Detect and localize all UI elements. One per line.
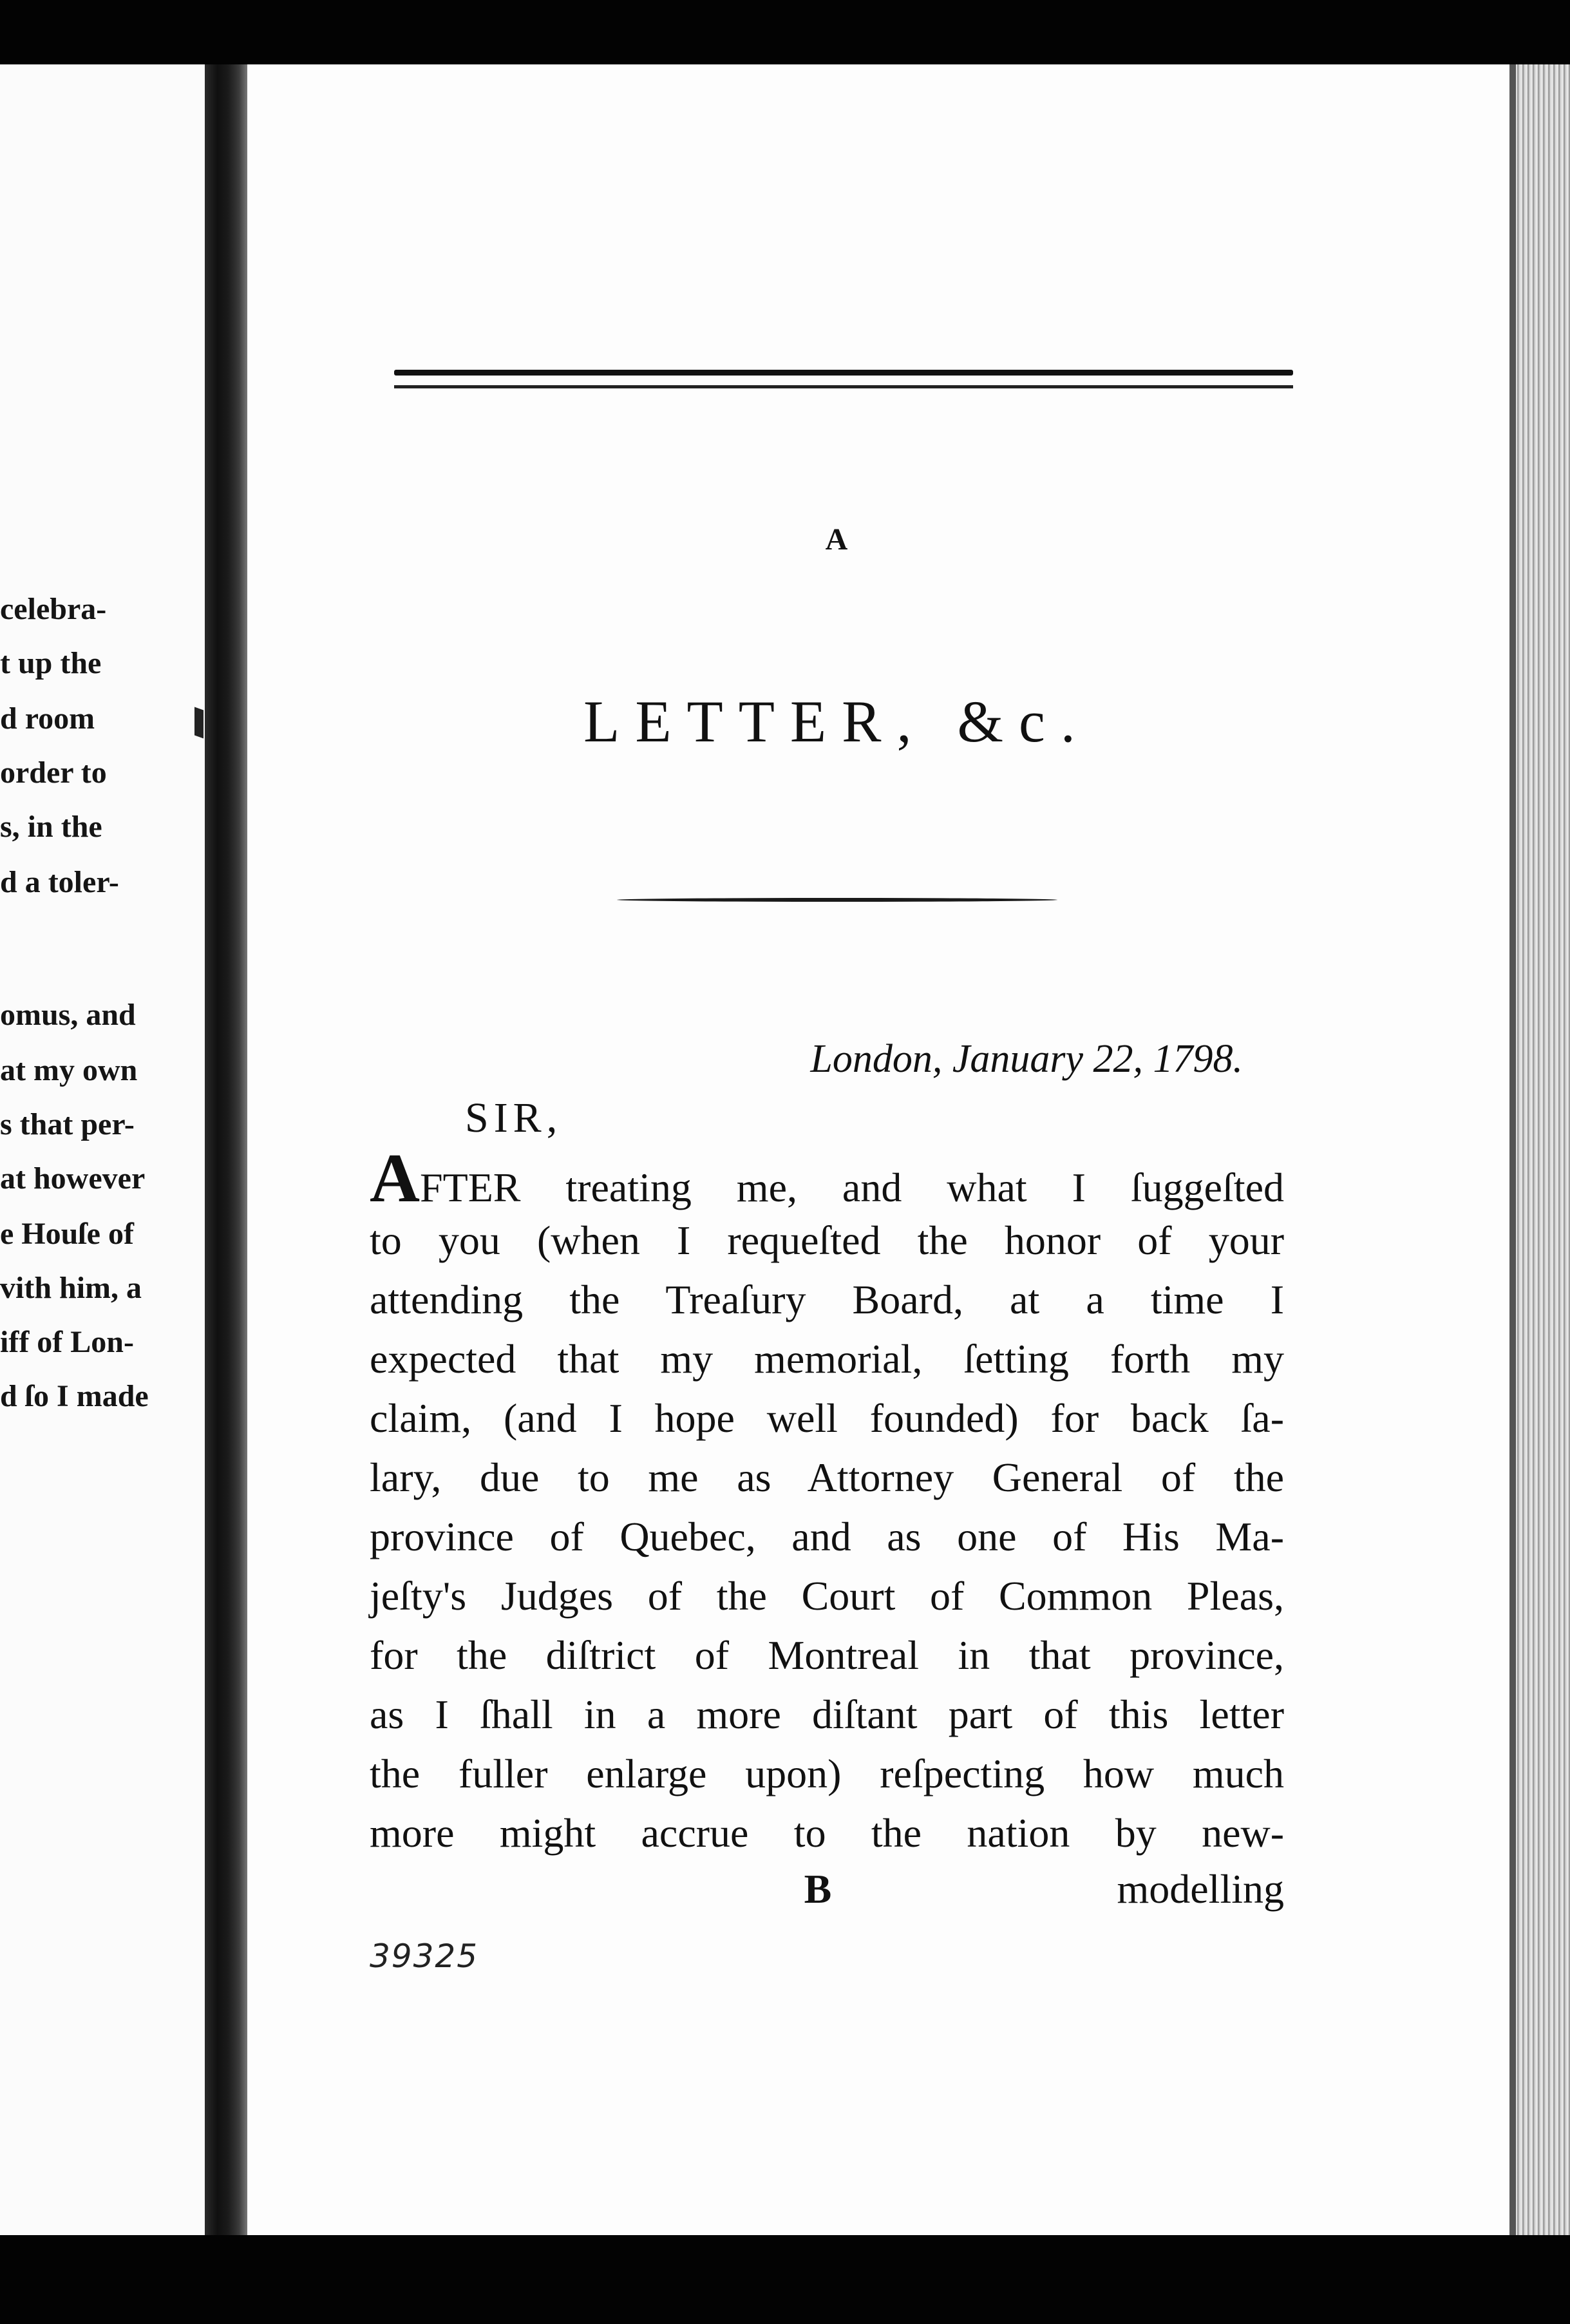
left-text-line: omus, and (0, 998, 136, 1032)
book-gutter (205, 64, 247, 2235)
left-text-line: e Houſe of (0, 1217, 134, 1251)
left-text-line: at my own (0, 1053, 138, 1087)
left-text-line: t up the (0, 646, 102, 680)
page-edges (1509, 64, 1570, 2235)
left-text-line: d room (0, 701, 95, 736)
left-text-line: at however (0, 1161, 146, 1195)
catchword: modelling (1117, 1866, 1284, 1912)
top-rule-thin (394, 385, 1293, 388)
page-edge-shadow (1509, 64, 1516, 2235)
body-line: attending the Treaſury Board, at a time I (370, 1277, 1284, 1322)
scan-top-border (0, 0, 1570, 64)
body-line: claim, (and I hope well founded) for back ſa- (370, 1395, 1284, 1441)
drop-cap: A (370, 1140, 420, 1217)
left-text-line: s that per- (0, 1107, 135, 1141)
body-line: province of Quebec, and as one of His Ma- (370, 1514, 1284, 1559)
body-line: to you (when I requeſted the honor of your (370, 1217, 1284, 1263)
middle-rule (617, 898, 1057, 902)
body-line: as I ſhall in a more diſtant part of this letter (370, 1691, 1284, 1737)
left-text-line: vith him, a (0, 1271, 142, 1305)
left-text-line: iff of Lon- (0, 1325, 134, 1359)
letter-body (370, 1140, 1284, 1863)
salutation: SIR, (465, 1094, 563, 1141)
heading-article: A (825, 522, 849, 557)
body-line: the fuller enlarge upon) reſpecting how much (370, 1751, 1284, 1796)
left-text-line: celebra- (0, 592, 107, 626)
body-line-first (370, 1140, 1284, 1217)
body-line: for the diſtrict of Montreal in that province, (370, 1632, 1284, 1678)
body-line: lary, due to me as Attorney General of the (370, 1454, 1284, 1500)
left-page-fragment (0, 64, 205, 2235)
body-line: expected that my memorial, ſetting forth my (370, 1336, 1284, 1382)
page-title: LETTER, &c. (583, 689, 1091, 754)
left-text-line: d ſo I made (0, 1379, 149, 1413)
signature-mark: B (804, 1866, 832, 1912)
left-text-line: s, in the (0, 810, 102, 844)
gutter-mark (194, 707, 203, 738)
body-line: more might accrue to the nation by new- (370, 1810, 1284, 1856)
top-rule-thick (394, 370, 1293, 376)
left-text-line: d a toler- (0, 865, 119, 899)
dateline: London, January 22, 1798. (810, 1037, 1243, 1081)
first-line-text: FTER treating me, and what I ſuggeſted (420, 1165, 1284, 1210)
scan-bottom-border (0, 2235, 1570, 2324)
body-line: jeſty's Judges of the Court of Common Pleas, (370, 1573, 1284, 1619)
left-text-line: order to (0, 756, 107, 790)
accession-number: 39325 (370, 1938, 479, 1975)
